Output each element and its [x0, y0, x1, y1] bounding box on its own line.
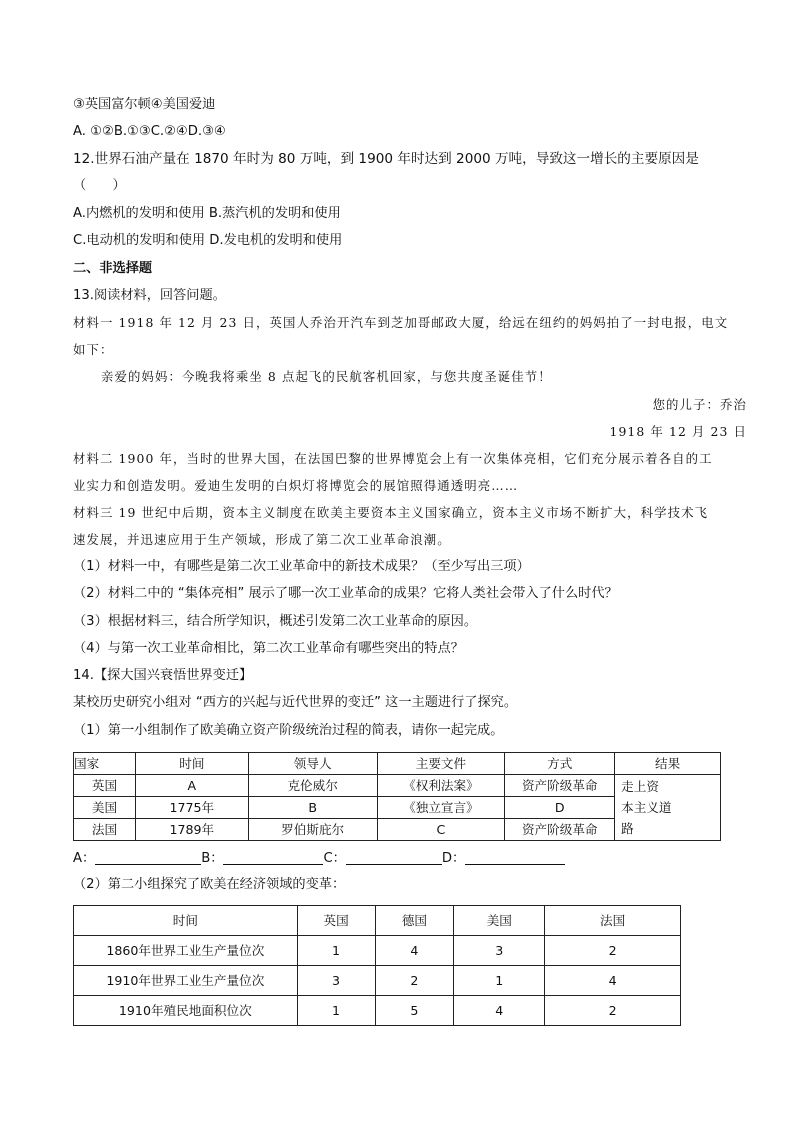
material-3: 材料三 19 世纪中后期，资本主义制度在欧美主要资本主义国家确立，资本主义市场不断扩大，科学技术飞 — [73, 505, 709, 520]
question-14-intro: 某校历史研究小组对 “西方的兴起与近代世界的变迁” 这一主题进行了探究。 — [73, 695, 518, 710]
question-14-part-2: （2）第二小组探究了欧美在经济领域的变革： — [73, 877, 346, 892]
blank-label: B： — [201, 851, 224, 866]
table-header: 主要文件 — [377, 753, 505, 775]
table-cell: 1 — [454, 966, 545, 996]
table-cell: 3 — [454, 936, 545, 966]
table-header-row — [74, 906, 681, 936]
table-header: 英国 — [297, 906, 375, 936]
result-line: 路 — [621, 821, 634, 836]
table-header: 时间 — [135, 753, 248, 775]
table-row — [74, 966, 681, 996]
table-cell: D — [505, 797, 615, 819]
telegram-text: 亲爱的妈妈：今晚我将乘坐 8 点起飞的民航客机回家，与您共度圣诞佳节！ — [101, 369, 552, 384]
table-cell: 2 — [545, 996, 681, 1026]
table-cell: 1775年 — [135, 797, 248, 819]
table-header: 德国 — [375, 906, 454, 936]
blank-label: C： — [323, 851, 346, 866]
question-14: 14.【探大国兴衰悟世界变迁】 — [73, 668, 253, 683]
result-line: 走上资 — [621, 779, 659, 794]
table-header: 国家 — [74, 753, 136, 775]
blank-d-line[interactable] — [465, 850, 565, 865]
telegram-signature: 您的儿子：乔治 — [652, 397, 747, 412]
bourgeois-rule-table — [73, 752, 721, 841]
option-line: ③英国富尔顿④美国爱迪 — [73, 97, 216, 112]
economic-ranking-table — [73, 905, 681, 1026]
table-cell: B — [248, 797, 377, 819]
table-row — [74, 996, 681, 1026]
table-row — [74, 775, 721, 797]
sub-question-1: （1）材料一中，有哪些是第二次工业革命中的新技术成果？（至少写出三项） — [73, 559, 530, 574]
sub-question-4: （4）与第一次工业革命相比，第二次工业革命有哪些突出的特点？ — [73, 641, 464, 656]
table-cell: 法国 — [74, 819, 136, 841]
material-3-cont: 速发展，并迅速应用于生产领域，形成了第二次工业革命浪潮。 — [73, 532, 451, 547]
material-2-cont: 业实力和创造发明。爱迪生发明的白炽灯将博览会的展馆照得通透明亮…… — [73, 478, 519, 493]
table-cell: 克伦威尔 — [248, 775, 377, 797]
result-line: 本主义道 — [621, 800, 672, 815]
material-1-cont: 如下： — [73, 342, 114, 357]
options-cd: C.电动机的发明和使用 D.发电机的发明和使用 — [73, 233, 343, 248]
table-cell: 1 — [297, 996, 375, 1026]
table-cell: 1910年世界工业生产量位次 — [74, 966, 298, 996]
table-cell: 《独立宣言》 — [377, 797, 505, 819]
blank-a-line[interactable] — [95, 850, 201, 865]
table-cell: 《权利法案》 — [377, 775, 505, 797]
material-2: 材料二 1900 年，当时的世界大国，在法国巴黎的世界博览会上有一次集体亮相，它们充分展示着各自的工 — [73, 451, 713, 466]
table-cell: C — [377, 819, 505, 841]
table-cell: 资产阶级革命 — [505, 775, 615, 797]
table-cell: 资产阶级革命 — [505, 819, 615, 841]
table-header: 美国 — [454, 906, 545, 936]
sub-question-2: （2）材料二中的 “集体亮相” 展示了哪一次工业革命的成果？它将人类社会带入了什么时代？ — [73, 586, 618, 601]
table-cell: 5 — [375, 996, 454, 1026]
telegram-date: 1918 年 12 月 23 日 — [609, 424, 747, 439]
table-cell: 1 — [297, 936, 375, 966]
section-heading: 二、非选择题 — [73, 261, 153, 276]
table-cell: 美国 — [74, 797, 136, 819]
answer-options: A. ①②B.①③C.②④D.③④ — [73, 124, 226, 139]
options-ab: A.内燃机的发明和使用 B.蒸汽机的发明和使用 — [73, 206, 341, 221]
table-cell: 3 — [297, 966, 375, 996]
blank-b-line[interactable] — [223, 850, 323, 865]
blank-label: A： — [73, 851, 96, 866]
table-cell: 罗伯斯庇尔 — [248, 819, 377, 841]
table-cell: 1860年世界工业生产量位次 — [74, 936, 298, 966]
table-cell: 4 — [545, 966, 681, 996]
table-header: 结果 — [615, 753, 721, 775]
table-row — [74, 936, 681, 966]
answer-blanks — [73, 850, 565, 868]
table-cell: 4 — [375, 936, 454, 966]
table-cell: 2 — [545, 936, 681, 966]
table-cell: 1789年 — [135, 819, 248, 841]
table-cell: 4 — [454, 996, 545, 1026]
table-header: 时间 — [74, 906, 298, 936]
table-cell: 英国 — [74, 775, 136, 797]
table-cell: 2 — [375, 966, 454, 996]
table-header: 法国 — [545, 906, 681, 936]
blank-label: D： — [441, 851, 466, 866]
blank-c-line[interactable] — [346, 850, 442, 865]
question-12: 12.世界石油产量在 1870 年时为 80 万吨，到 1900 年时达到 2000 万吨，导致这一增长的主要原因是 — [73, 151, 699, 167]
table-header: 领导人 — [248, 753, 377, 775]
table-cell: 1910年殖民地面积位次 — [74, 996, 298, 1026]
answer-bracket: （ ） — [73, 178, 126, 193]
sub-question-3: （3）根据材料三，结合所学知识，概述引发第二次工业革命的原因。 — [73, 614, 478, 629]
table-header-row — [74, 753, 721, 775]
table-header: 方式 — [505, 753, 615, 775]
result-cell — [615, 775, 721, 841]
material-1: 材料一 1918 年 12 月 23 日，英国人乔治开汽车到芝加哥邮政大厦，给远在纽约的妈妈拍了一封电报，电文 — [73, 315, 729, 330]
table-cell: A — [135, 775, 248, 797]
question-14-part-1: （1）第一小组制作了欧美确立资产阶级统治过程的简表，请你一起完成。 — [73, 723, 504, 738]
question-13: 13.阅读材料，回答问题。 — [73, 288, 226, 303]
